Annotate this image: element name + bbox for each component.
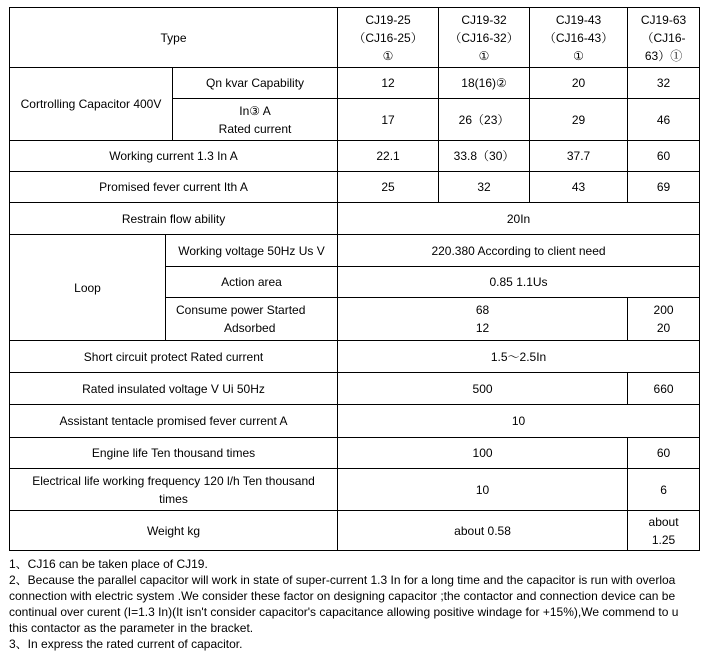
qn-value: 20: [530, 68, 628, 99]
engine-life-value: 100: [338, 438, 628, 469]
consume-power-value: 200 20: [628, 298, 700, 341]
insulated-voltage-label: Rated insulated voltage V Ui 50Hz: [10, 373, 338, 405]
footnotes: [9, 556, 689, 652]
rated-current-value: 17: [338, 99, 439, 141]
table-row: [10, 172, 700, 203]
electrical-life-value: 6: [628, 469, 700, 511]
weight-label: Weight kg: [10, 511, 338, 551]
table-row: [10, 8, 700, 68]
promised-current-value: 43: [530, 172, 628, 203]
table-row: [10, 68, 700, 99]
capacitor-group-label: Cortrolling Capacitor 400V: [10, 68, 173, 141]
working-current-label: Working current 1.3 In A: [10, 141, 338, 172]
restrain-value: 20In: [338, 203, 700, 235]
action-area-value: 0.85 1.1Us: [338, 267, 700, 298]
footnote: 1、CJ16 can be taken place of CJ19.: [9, 557, 208, 571]
electrical-life-label: Electrical life working frequency 120 l/h Ten thousand times: [10, 469, 338, 511]
assistant-tentacle-label: Assistant tentacle promised fever current A: [10, 405, 338, 438]
spec-table: [9, 7, 700, 551]
table-row: [10, 235, 700, 267]
table-row: [10, 203, 700, 235]
promised-current-value: 69: [628, 172, 700, 203]
footnote: 2、Because the parallel capacitor will work in state of super-current 1.3 In for a long time and the capacitor is run with overloa: [9, 573, 676, 587]
table-row: [10, 511, 700, 551]
weight-value: about 0.58: [338, 511, 628, 551]
working-current-value: 22.1: [338, 141, 439, 172]
assistant-tentacle-value: 10: [338, 405, 700, 438]
loop-group-label: Loop: [10, 235, 166, 341]
model-header-3: CJ19-43 （CJ16-43） ①: [530, 8, 628, 68]
footnote: 3、In express the rated current of capacitor.: [9, 637, 243, 651]
weight-value: about 1.25: [628, 511, 700, 551]
promised-current-label: Promised fever current Ith A: [10, 172, 338, 203]
insulated-voltage-value: 660: [628, 373, 700, 405]
qn-label: Qn kvar Capability: [173, 68, 338, 99]
short-circuit-value: 1.5～2.5In: [338, 341, 700, 373]
working-current-value: 37.7: [530, 141, 628, 172]
rated-current-value: 29: [530, 99, 628, 141]
working-voltage-value: 220.380 According to client need: [338, 235, 700, 267]
rated-current-label: In③ A Rated current: [173, 99, 338, 141]
qn-value: 18(16)②: [439, 68, 530, 99]
engine-life-value: 60: [628, 438, 700, 469]
footnote: continual over curent (I=1.3 In)(It isn't consider capacitor's capacitance allowing positive windage for +15%),We commend to u: [9, 605, 679, 619]
table-row: [10, 341, 700, 373]
qn-value: 12: [338, 68, 439, 99]
footnote: this contactor as the parameter in the bracket.: [9, 621, 254, 635]
working-current-value: 33.8（30）: [439, 141, 530, 172]
working-voltage-label: Working voltage 50Hz Us V: [166, 235, 338, 267]
table-row: [10, 438, 700, 469]
insulated-voltage-value: 500: [338, 373, 628, 405]
rated-current-value: 26（23）: [439, 99, 530, 141]
model-header-4: CJ19-63 （CJ16- 63）①: [628, 8, 700, 68]
table-row: [10, 405, 700, 438]
electrical-life-value: 10: [338, 469, 628, 511]
footnote: connection with electric system .We consider these factor on designing capacitor ;the contactor and connection device can be: [9, 589, 676, 603]
consume-power-label: Consume power Started Adsorbed: [166, 298, 338, 341]
consume-power-value: 68 12: [338, 298, 628, 341]
table-row: [10, 373, 700, 405]
short-circuit-label: Short circuit protect Rated current: [10, 341, 338, 373]
working-current-value: 60: [628, 141, 700, 172]
qn-value: 32: [628, 68, 700, 99]
type-header: Type: [10, 8, 338, 68]
action-area-label: Action area: [166, 267, 338, 298]
model-header-2: CJ19-32 （CJ16-32） ①: [439, 8, 530, 68]
restrain-label: Restrain flow ability: [10, 203, 338, 235]
table-row: [10, 141, 700, 172]
promised-current-value: 32: [439, 172, 530, 203]
engine-life-label: Engine life Ten thousand times: [10, 438, 338, 469]
table-row: [10, 469, 700, 511]
rated-current-value: 46: [628, 99, 700, 141]
model-header-1: CJ19-25 （CJ16-25） ①: [338, 8, 439, 68]
promised-current-value: 25: [338, 172, 439, 203]
